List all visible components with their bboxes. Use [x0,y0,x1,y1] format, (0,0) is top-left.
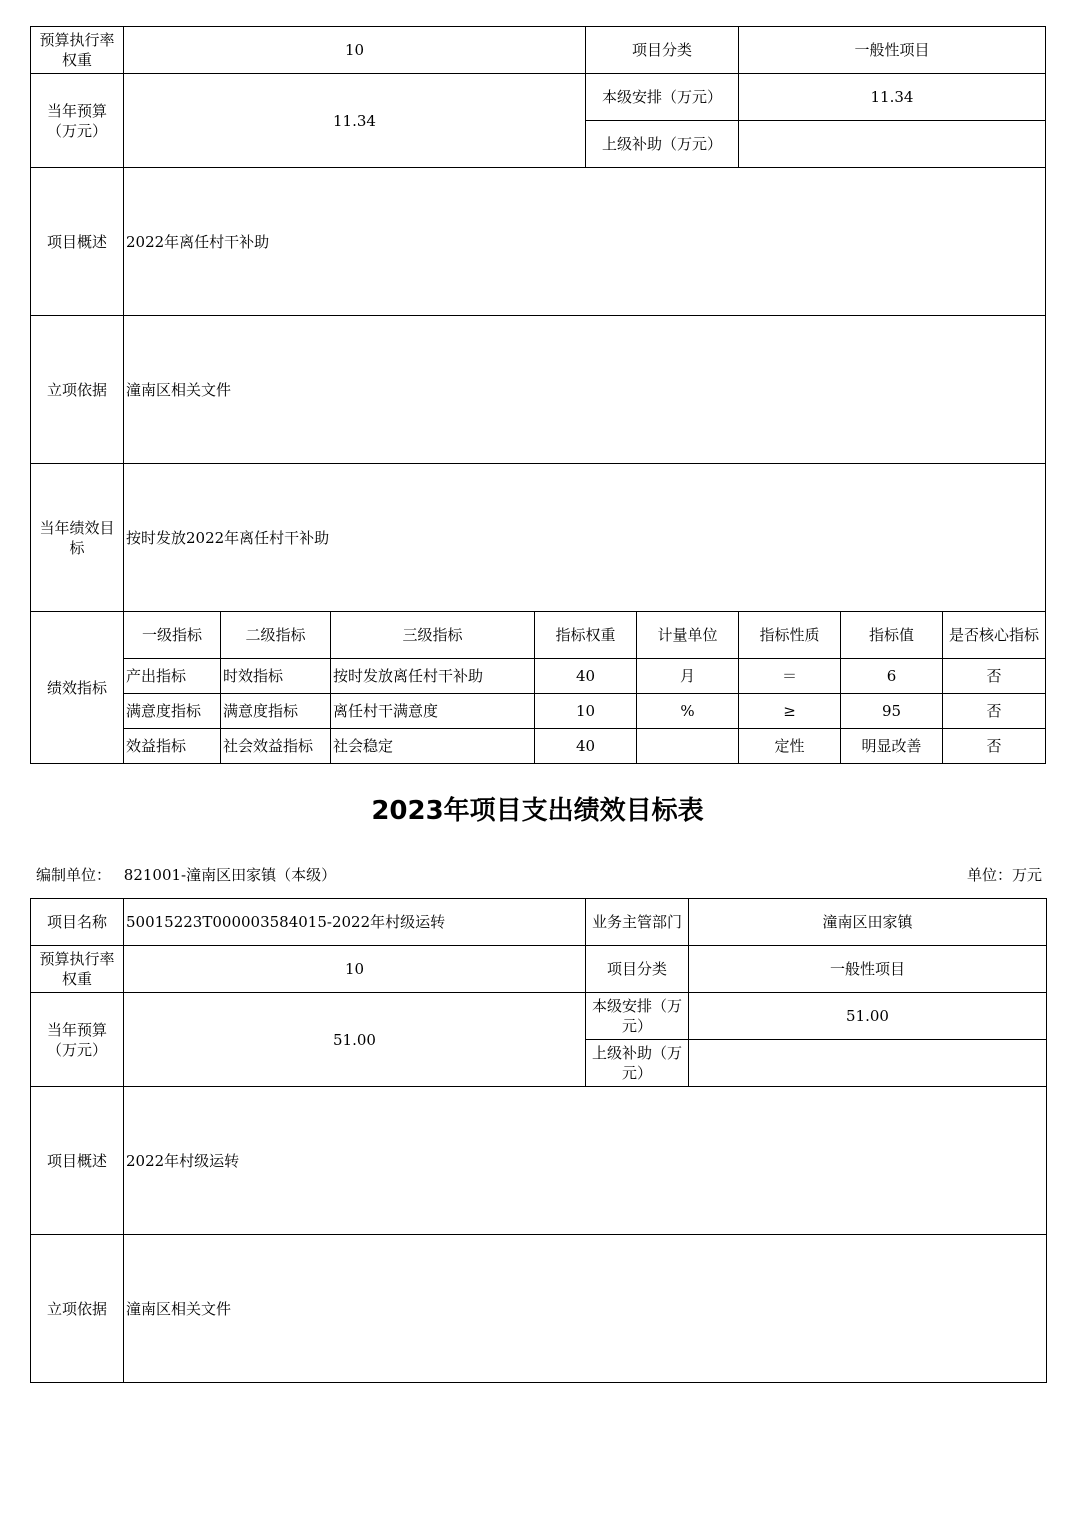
upper-subsidy-value [739,121,1046,168]
perf-header: 计量单位 [637,612,739,659]
perf-cell: ≥ [739,694,841,729]
budget-label: 当年预算（万元） [31,993,124,1087]
perf-cell: 产出指标 [124,659,221,694]
perf-cell: % [637,694,739,729]
project-table-2 [30,898,1047,1383]
category-value: 一般性项目 [739,27,1046,74]
perf-row [31,729,1046,764]
project-name-label: 项目名称 [31,899,124,946]
org-label: 编制单位： [36,866,112,884]
perf-row [31,659,1046,694]
perf-header: 指标值 [841,612,943,659]
perf-cell: 明显改善 [841,729,943,764]
page-title: 2023年项目支出绩效目标表 [371,796,704,826]
perf-cell [637,729,739,764]
exec-weight-value: 10 [124,946,586,993]
upper-subsidy-label: 上级补助（万元） [586,1040,689,1087]
perf-cell: 效益指标 [124,729,221,764]
org-value: 821001-潼南区田家镇（本级） [123,866,337,884]
perf-cell: 月 [637,659,739,694]
category-label: 项目分类 [586,27,739,74]
perf-row [31,694,1046,729]
perf-cell: 否 [943,729,1046,764]
local-arrangement-value: 51.00 [689,993,1047,1040]
project-table-1 [30,26,1046,764]
perf-cell: 定性 [739,729,841,764]
org-line [36,864,336,885]
basis-value: 潼南区相关文件 [124,316,1046,464]
exec-weight-value: 10 [124,27,586,74]
perf-cell: 40 [535,729,637,764]
perf-cell: 按时发放离任村干补助 [331,659,535,694]
perf-cell: 社会稳定 [331,729,535,764]
perf-cell: 6 [841,659,943,694]
category-value: 一般性项目 [689,946,1047,993]
perf-header: 指标权重 [535,612,637,659]
perf-cell: 否 [943,659,1046,694]
upper-subsidy-value [689,1040,1047,1087]
dept-label: 业务主管部门 [586,899,689,946]
perf-cell: 40 [535,659,637,694]
unit-label: 单位：万元 [966,866,1042,884]
exec-weight-label: 预算执行率权重 [31,946,124,993]
local-arrangement-value: 11.34 [739,74,1046,121]
overview-value: 2022年离任村干补助 [124,168,1046,316]
perf-header: 三级指标 [331,612,535,659]
perf-cell: 满意度指标 [124,694,221,729]
basis-label: 立项依据 [31,1235,124,1383]
goal-label: 当年绩效目标 [31,464,124,612]
budget-value: 11.34 [124,74,586,168]
perf-header: 是否核心指标 [943,612,1046,659]
perf-cell: 时效指标 [221,659,331,694]
goal-value: 按时发放2022年离任村干补助 [124,464,1046,612]
overview-value: 2022年村级运转 [124,1087,1047,1235]
perf-cell: ＝ [739,659,841,694]
dept-value: 潼南区田家镇 [689,899,1047,946]
exec-weight-label: 预算执行率权重 [31,27,124,74]
perf-header: 指标性质 [739,612,841,659]
perf-header: 一级指标 [124,612,221,659]
project-name-value: 50015223T000003584015-2022年村级运转 [124,899,586,946]
perf-cell: 10 [535,694,637,729]
budget-label: 当年预算（万元） [31,74,124,168]
category-label: 项目分类 [586,946,689,993]
perf-cell: 满意度指标 [221,694,331,729]
perf-cell: 否 [943,694,1046,729]
basis-value: 潼南区相关文件 [124,1235,1047,1383]
overview-label: 项目概述 [31,1087,124,1235]
perf-indicator-label: 绩效指标 [31,612,124,764]
local-arrangement-label: 本级安排（万元） [586,74,739,121]
basis-label: 立项依据 [31,316,124,464]
perf-header: 二级指标 [221,612,331,659]
perf-cell: 离任村干满意度 [331,694,535,729]
perf-cell: 社会效益指标 [221,729,331,764]
perf-cell: 95 [841,694,943,729]
budget-value: 51.00 [124,993,586,1087]
overview-label: 项目概述 [31,168,124,316]
upper-subsidy-label: 上级补助（万元） [586,121,739,168]
local-arrangement-label: 本级安排（万元） [586,993,689,1040]
